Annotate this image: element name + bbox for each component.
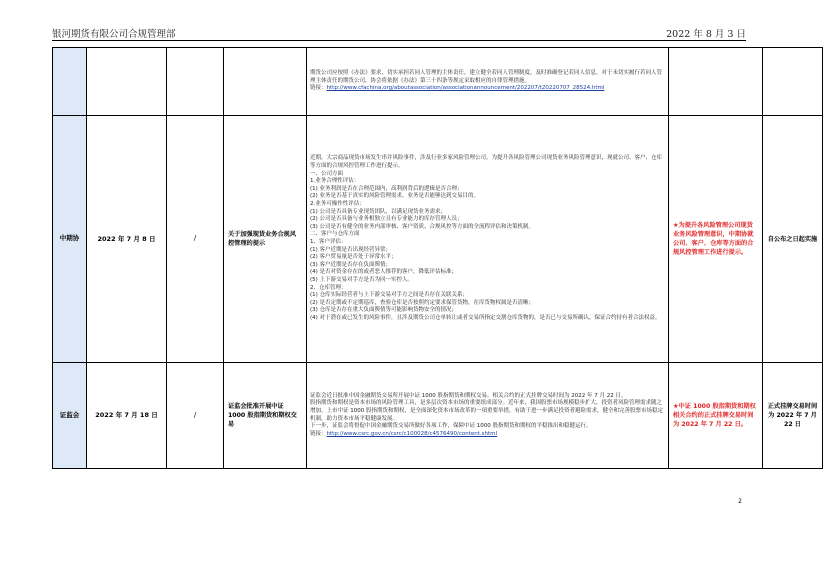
content-line: (3) 公司是否有健全的业务内部审核、客户资质、合规风控等方面的全流程评估和决策机制。 bbox=[310, 223, 535, 230]
link-line bbox=[310, 431, 665, 439]
header-divider bbox=[52, 40, 746, 41]
link-label: 链接： bbox=[310, 85, 327, 92]
source-link[interactable]: http://www.csrc.gov.cn/csrc/c100028/c4576490/content.shtml bbox=[326, 430, 498, 437]
content-cell bbox=[307, 363, 669, 469]
content-paragraph: 下一步，证监会将督促中国金融期货交易所做好各项工作，保障中证 1000 股指期货和期权的平稳推出和稳健运行。 bbox=[310, 423, 592, 430]
content-line: 2、仓库管理： bbox=[310, 284, 347, 291]
content-line: (3) 客户近期是否存在负面舆情； bbox=[310, 261, 392, 268]
doc-no-cell bbox=[167, 48, 224, 116]
content-line: (1) 公司是否具备专业现货团队，以满足现货业务需求； bbox=[310, 208, 447, 215]
institution-cell: 中期协 bbox=[53, 116, 87, 363]
table-row bbox=[53, 116, 823, 363]
date-cell: 2022 年 7 月 18 日 bbox=[87, 363, 167, 469]
table-row bbox=[53, 363, 823, 469]
content-line: (2) 是否定期或不定期巡库，查验仓库是否按照约定要求保管货物，在库货物权属是否清晰； bbox=[310, 299, 535, 306]
content-line: (1) 业务利润是否在合理范围内，高利润背后的逻辑是否合理； bbox=[310, 185, 463, 192]
note-cell bbox=[669, 48, 763, 116]
status-cell: 正式挂牌交易时间为 2022 年 7 月 22 日 bbox=[763, 363, 823, 469]
page-number: 2 bbox=[738, 498, 742, 505]
content-line: 二、客户与仓库方面 bbox=[310, 231, 360, 238]
header-date: 2022 年 8 月 3 日 bbox=[666, 29, 746, 40]
content-line: (4) 对于潜在或已发生的风险事件，且涉及期货公司仓单转让或者交易所指定交割仓库货物的，是否已与交易所确认，保证合约持有者合法权益。 bbox=[310, 314, 661, 321]
content-paragraph: 近期，大宗商品现货市场发生串并风险事件，涉及行业多家风险管理公司。为提升各风险管理公司现货业务风险管理意识，现就公司、客户、仓库等方面的合规风控管理工作进行提示。 bbox=[310, 155, 663, 170]
content-paragraph: 股指期货和期权是资本市场的风险管理工具，是多层次资本市场的重要组成部分。近年来，我国股票市场规模稳步扩大，投资者风险管理需求随之增加。上市中证 1000 股指期货和期权，是全面深化资本市场改革的一项重要举措，有助于进一步满足投资者避险需求，健全和完善股票市场稳定机制，助力资本市场平稳健康发展。 bbox=[310, 400, 663, 422]
content-cell bbox=[307, 48, 669, 116]
title-cell bbox=[224, 48, 307, 116]
doc-no-cell: / bbox=[167, 363, 224, 469]
link-line bbox=[310, 85, 665, 93]
title-cell: 关于加强现货业务合规风控管理的提示 bbox=[224, 116, 307, 363]
source-link[interactable]: http://www.cfachina.org/aboutassociation/associationannouncement/202207/t20220707_28524.html bbox=[326, 85, 605, 92]
content-line: 一、公司方面 bbox=[310, 170, 344, 177]
content-line: (1) 客户近期是否出现经营异常； bbox=[310, 246, 392, 253]
regulation-table bbox=[52, 47, 823, 469]
content-line: (3) 仓库是否存在重大负面舆情等可能影响货物安全的情况； bbox=[310, 307, 458, 314]
note-cell: ★中证 1000 股指期货和期权相关合约的正式挂牌交易时间为 2022 年 7 月 22 日。 bbox=[669, 363, 763, 469]
note-cell: ★为提升各风险管理公司现货业务风险管理意识，中期协就公司、客户、仓库等方面的合规风控管理工作进行提示。 bbox=[669, 116, 763, 363]
content-paragraph: 期货公司应按照《办法》要求，切实承担若同人管理的主体责任，建立健全若同人管理制度，及时准确登记若同人信息，对于未切实履行若同人管理主体责任的期货公司，协会将依据《办法》第三十四条等规定采取相应的自律管理措施。 bbox=[310, 70, 663, 84]
status-cell bbox=[763, 48, 823, 116]
status-cell: 自公布之日起实施 bbox=[763, 116, 823, 363]
table-row bbox=[53, 48, 823, 116]
content-line: 1、客户评估： bbox=[310, 239, 347, 245]
header-company: 银河期货有限公司合规管理部 bbox=[52, 29, 176, 40]
content-line: (1) 仓库实际经营者与上下游交易对手方之间是否存在关联关系； bbox=[310, 292, 469, 299]
content-line: (4) 是否对资金存在的或者恶人推荐的客户，降低评估标准； bbox=[310, 269, 458, 276]
content-line: (5) 上下游交易对手方是否为同一实控人。 bbox=[310, 276, 414, 283]
content-cell bbox=[307, 116, 669, 363]
page-header bbox=[52, 26, 746, 40]
link-label: 链接： bbox=[310, 430, 327, 437]
date-cell bbox=[87, 48, 167, 116]
content-paragraph: 证监会近日批准中国金融期货交易所开展中证 1000 股指期货和期权交易。相关合约的正式挂牌交易时间为 2022 年 7 月 22 日。 bbox=[310, 392, 627, 399]
content-line: (2) 业务是否基于真实的风险管理需求，业务是否能够达到交易目的。 bbox=[310, 193, 480, 200]
institution-cell bbox=[53, 48, 87, 116]
content-line: (2) 公司是否具备与业务相独立且有专业能力的库存管理人员； bbox=[310, 216, 463, 223]
content-line: 2.业务可操作性评估： bbox=[310, 201, 365, 208]
content-line: (2) 客户贸易量是否处于异常水平； bbox=[310, 254, 397, 261]
content-line: 1.业务合理性评估： bbox=[310, 178, 360, 185]
title-cell: 证监会批准开展中证 1000 股指期货和期权交易 bbox=[224, 363, 307, 469]
doc-no-cell: / bbox=[167, 116, 224, 363]
date-cell: 2022 年 7 月 8 日 bbox=[87, 116, 167, 363]
institution-cell: 证监会 bbox=[53, 363, 87, 469]
